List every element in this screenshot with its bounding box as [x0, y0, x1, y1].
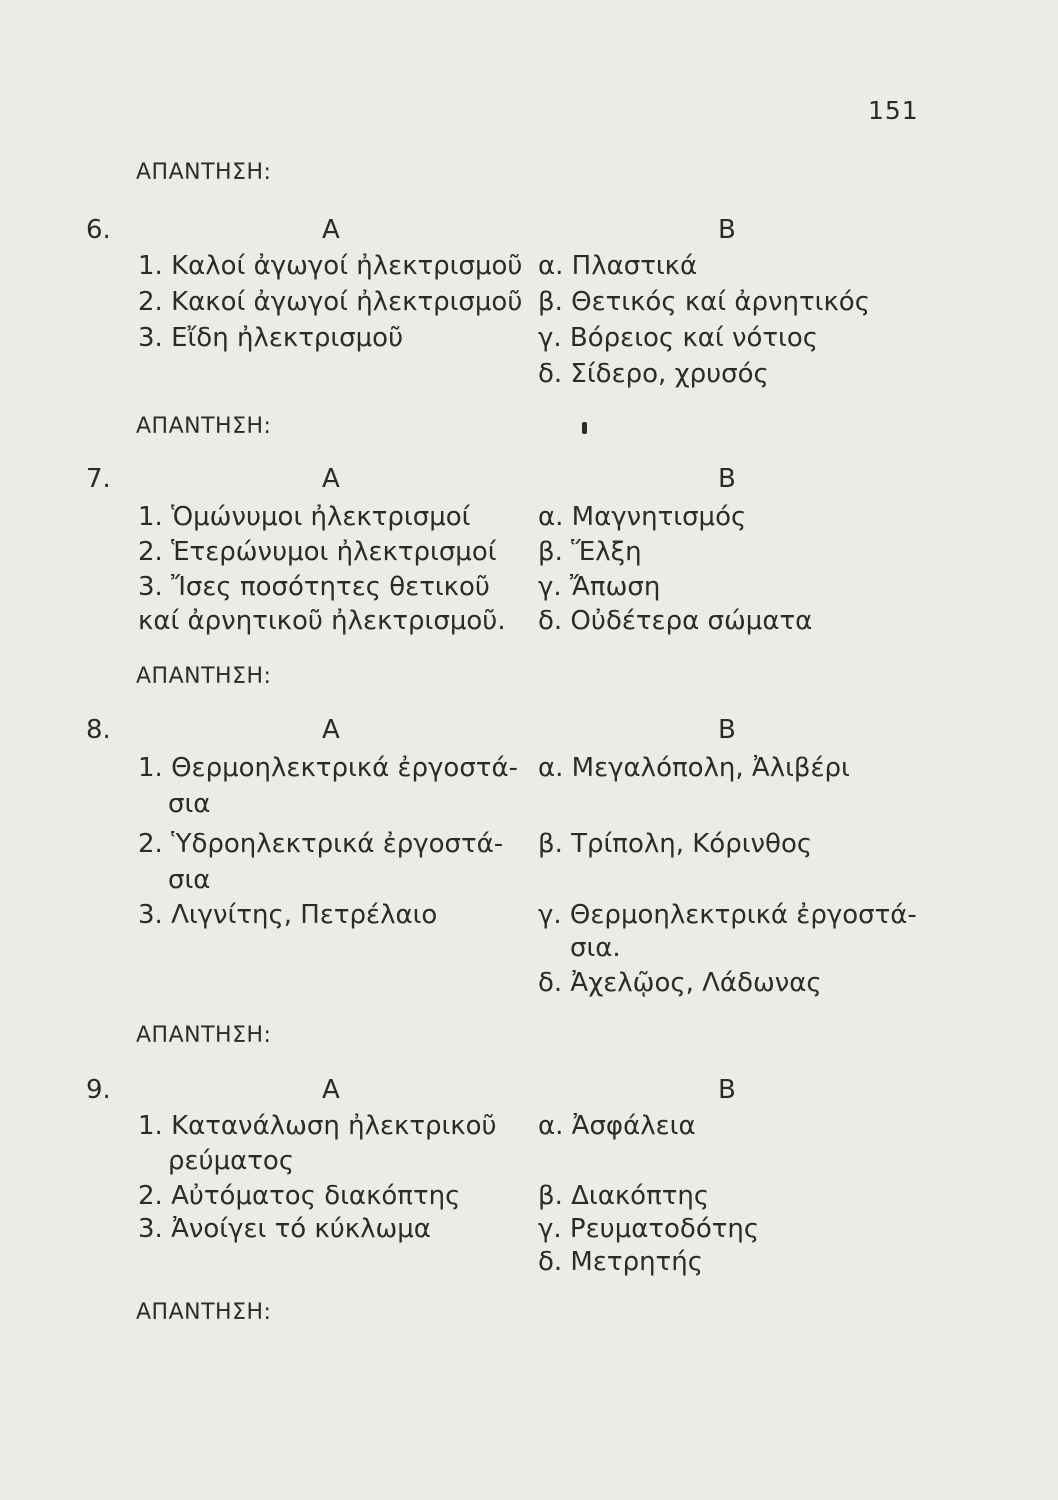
- exercise-8-left-item-1: 1. Θερμοηλεκτρικά ἐργοστά-: [138, 753, 518, 783]
- exercise-8-col-a-header: A: [322, 715, 340, 745]
- exercise-8-number: 8.: [86, 715, 111, 745]
- exercise-9-col-b-header: B: [718, 1075, 736, 1105]
- exercise-9-left-item-1: 1. Κατανάλωση ἠλεκτρικοῦ: [138, 1111, 497, 1141]
- exercise-9-right-item-d: δ. Μετρητής: [538, 1247, 703, 1277]
- exercise-8-right-item-c: γ. Θερμοηλεκτρικά ἐργοστά-: [538, 900, 917, 930]
- exercise-7-left-item-1: 1. Ὁμώνυμοι ἠλεκτρισμοί: [138, 502, 471, 532]
- exercise-9-left-item-1-cont: ρεύματος: [168, 1146, 295, 1176]
- exercise-6-col-b-header: B: [718, 215, 736, 245]
- answer-label-top: ΑΠΑΝΤΗΣΗ:: [136, 160, 272, 185]
- exercise-7-left-item-3: 3. Ἴσες ποσότητες θετικοῦ: [138, 572, 490, 602]
- exercise-6-right-item-a: α. Πλαστικά: [538, 251, 698, 281]
- exercise-7-left-item-2: 2. Ἑτερώνυμοι ἠλεκτρισμοί: [138, 537, 497, 567]
- exercise-8-answer-label: ΑΠΑΝΤΗΣΗ:: [136, 1023, 272, 1048]
- exercise-9-left-item-3: 3. Ἀνοίγει τό κύκλωμα: [138, 1214, 431, 1244]
- exercise-8-right-item-a: α. Μεγαλόπολη, Ἀλιβέρι: [538, 753, 850, 783]
- exercise-6-answer-label: ΑΠΑΝΤΗΣΗ:: [136, 414, 272, 439]
- exercise-8-left-item-2-cont: σια: [168, 865, 211, 895]
- page-number: 151: [868, 96, 919, 125]
- exercise-7-number: 7.: [86, 464, 111, 494]
- exercise-6-left-item-3: 3. Εἴδη ἠλεκτρισμοῦ: [138, 323, 404, 353]
- exercise-8-right-item-d: δ. Ἀχελῷος, Λάδωνας: [538, 968, 822, 998]
- exercise-9-left-item-2: 2. Αὐτόματος διακόπτης: [138, 1181, 461, 1211]
- exercise-6-right-item-d: δ. Σίδερο, χρυσός: [538, 359, 769, 389]
- exercise-7-right-item-d: δ. Οὐδέτερα σώματα: [538, 606, 813, 636]
- exercise-6-col-a-header: A: [322, 215, 340, 245]
- exercise-7-col-a-header: A: [322, 464, 340, 494]
- exercise-6-number: 6.: [86, 215, 111, 245]
- exercise-6-left-item-2: 2. Κακοί ἀγωγοί ἠλεκτρισμοῦ: [138, 287, 523, 317]
- exercise-7-right-item-a: α. Μαγνητισμός: [538, 502, 747, 532]
- exercise-7-answer-label: ΑΠΑΝΤΗΣΗ:: [136, 664, 272, 689]
- exercise-6-right-item-c: γ. Βόρειος καί νότιος: [538, 323, 819, 353]
- ink-dot: [582, 422, 587, 434]
- exercise-7-col-b-header: B: [718, 464, 736, 494]
- exercise-9-right-item-b: β. Διακόπτης: [538, 1181, 710, 1211]
- exercise-7-right-item-c: γ. Ἄπωση: [538, 572, 661, 602]
- exercise-8-col-b-header: B: [718, 715, 736, 745]
- exercise-8-right-item-b: β. Τρίπολη, Κόρινθος: [538, 829, 813, 859]
- exercise-8-left-item-2: 2. Ὑδροηλεκτρικά ἐργοστά-: [138, 829, 504, 859]
- exercise-9-number: 9.: [86, 1075, 111, 1105]
- exercise-9-answer-label: ΑΠΑΝΤΗΣΗ:: [136, 1300, 272, 1325]
- exercise-6-right-item-b: β. Θετικός καί ἀρνητικός: [538, 287, 870, 317]
- exercise-9-right-item-a: α. Ἀσφάλεια: [538, 1111, 696, 1141]
- exercise-9-col-a-header: A: [322, 1075, 340, 1105]
- exercise-6-left-item-1: 1. Καλοί ἀγωγοί ἠλεκτρισμοῦ: [138, 251, 523, 281]
- exercise-8-left-item-3: 3. Λιγνίτης, Πετρέλαιο: [138, 900, 438, 930]
- exercise-9-right-item-c: γ. Ρευματοδότης: [538, 1214, 760, 1244]
- exercise-8-right-item-c-cont: σια.: [570, 933, 621, 963]
- exercise-7-right-item-b: β. Ἕλξη: [538, 537, 642, 567]
- exercise-7-left-item-3-cont: καί ἀρνητικοῦ ἠλεκτρισμοῦ.: [138, 606, 506, 636]
- exercise-8-left-item-1-cont: σια: [168, 789, 211, 819]
